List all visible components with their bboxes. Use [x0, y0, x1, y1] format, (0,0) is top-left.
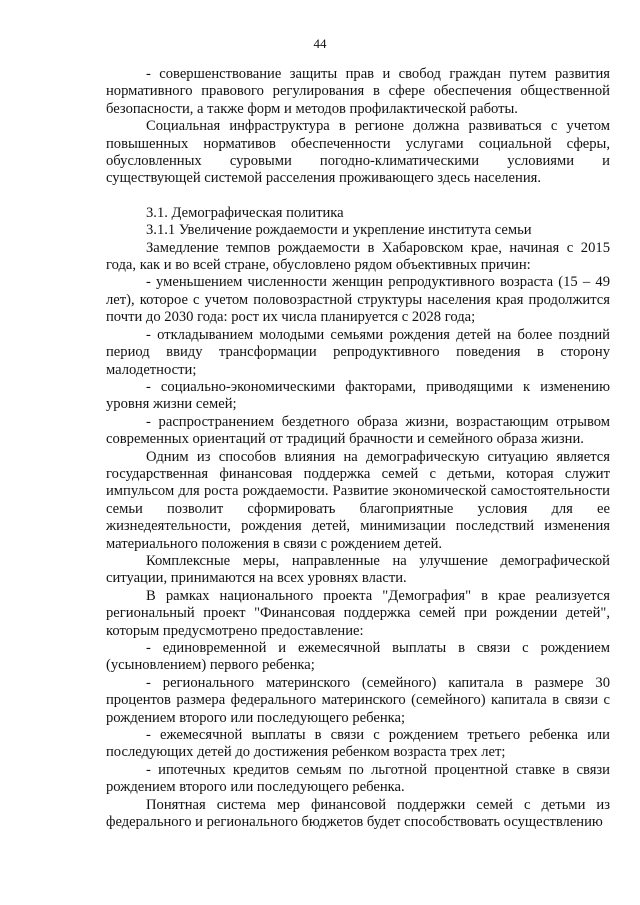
paragraph-birthrate-slowdown: Замедление темпов рождаемости в Хабаровском крае, начиная с 2015 года, как и во всей стране, обусловлено рядом объективных причин: [106, 239, 610, 274]
list-item-maternity-capital: - регионального материнского (семейного) капитала в размере 30 процентов размера федерального материнского (семейного) капитала в связи с рождением второго или последующего ребенка; [106, 674, 610, 726]
paragraph-support-system: Понятная система мер финансовой поддержки семей с детьми из федерального и регионального бюджетов будет способствовать осуществлению [106, 796, 610, 831]
subsection-heading: 3.1.1 Увеличение рождаемости и укрепление института семьи [146, 222, 532, 239]
section-gap [106, 188, 610, 205]
list-item-childfree: - распространением бездетного образа жизни, возрастающим отрывом современных ориентаций от традиций брачности и семейного образа жизни. [106, 413, 610, 448]
list-item-socioeconomic: - социально-экономическими факторами, приводящими к изменению уровня жизни семей; [106, 378, 610, 413]
paragraph-rights-protection: - совершенствование защиты прав и свобод граждан путем развития нормативного правового регулирования в сфере обеспечения общественной безопасности, а также форм и методов профилактической работы. [106, 66, 610, 117]
page-number: 44 [313, 36, 327, 51]
section-heading: 3.1. Демографическая политика [146, 204, 344, 221]
list-item-women-count: - уменьшением численности женщин репродуктивного возраста (15 – 49 лет), которое с учетом половозрастной структуры населения края продолжится почти до 2030 года: рост их числа планируется с 2028 года; [106, 274, 610, 326]
list-item-first-child-payment: - единовременной и ежемесячной выплаты в связи с рождением (усыновлением) первого ребенка; [106, 640, 610, 674]
paragraph-social-infrastructure: Социальная инфраструктура в регионе должна развиваться с учетом повышенных нормативов обеспеченности услугами социальной сферы, обусловленных суровыми погодно-климатическими условиями и существующей системой расселения проживающего здесь населения. [106, 118, 610, 187]
list-item-mortgage: - ипотечных кредитов семьям по льготной процентной ставке в связи рождением второго или последующего ребенка. [106, 761, 610, 796]
paragraph-national-project: В рамках национального проекта "Демография" в крае реализуется региональный проект "Финансовая поддержка семей при рождении детей", которым предусмотрено предоставление: [106, 587, 610, 639]
paragraph-financial-support: Одним из способов влияния на демографическую ситуацию является государственная финансовая поддержка семей с детьми, которая служит импульсом для роста рождаемости. Развитие экономической самостоятельности семьи позволит сформировать благоприятные условия для ее жизнедеятельности, рождения детей, минимизации последствий изменения материального положения в связи с рождением детей. [106, 448, 610, 552]
list-item-third-child-payment: - ежемесячной выплаты в связи с рождением третьего ребенка или последующих детей до достижения ребенком возраста трех лет; [106, 727, 610, 761]
document-body [106, 66, 610, 831]
list-item-postponement: - откладыванием молодыми семьями рождения детей на более поздний период ввиду трансформации репродуктивного поведения в сторону малодетности; [106, 326, 610, 378]
paragraph-complex-measures: Комплексные меры, направленные на улучшение демографической ситуации, принимаются на всех уровнях власти. [106, 552, 610, 587]
